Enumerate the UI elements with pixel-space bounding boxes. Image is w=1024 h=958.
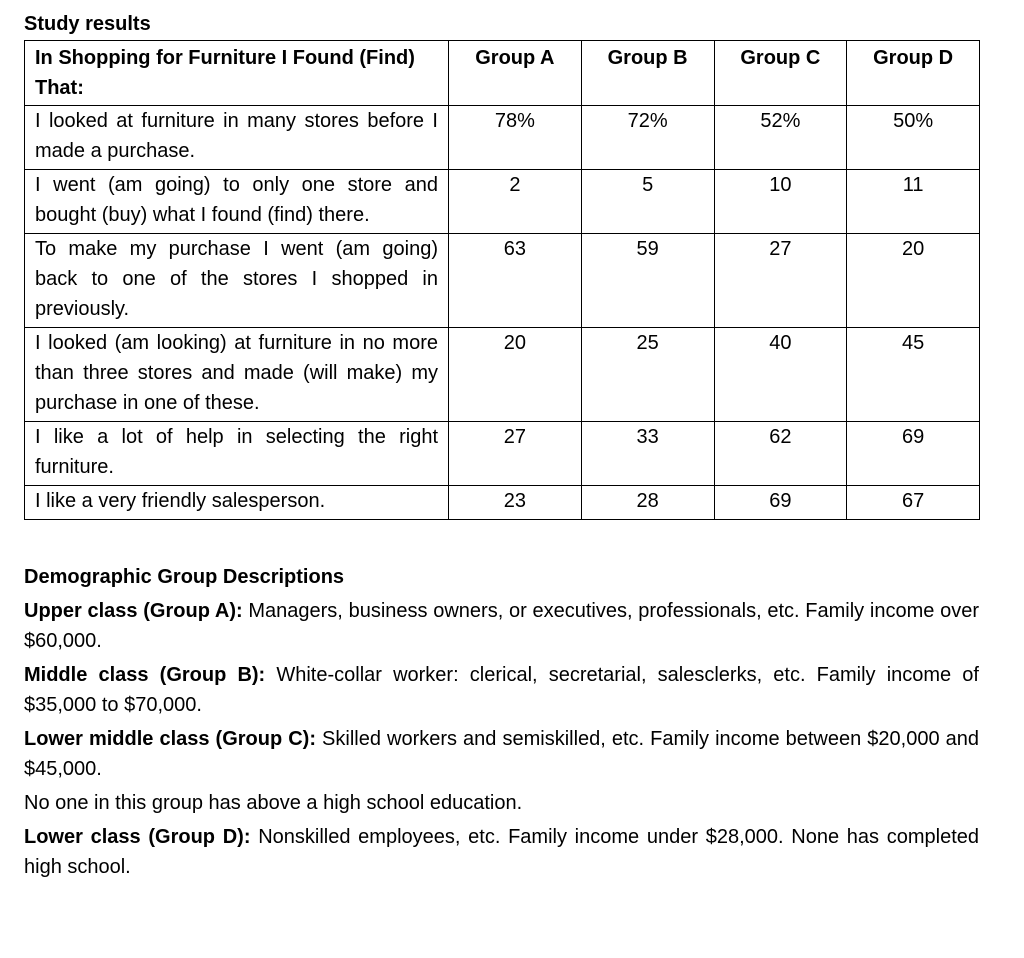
- table-row: [25, 234, 980, 328]
- table-row: [25, 486, 980, 520]
- lower-middle-class-text: Skilled workers and semiskilled, etc. Family income between $20,000 and $45,000.: [24, 728, 979, 780]
- statement-cell: I looked at furniture in many stores before I made a purchase.: [25, 106, 449, 170]
- group-a-value: 2: [449, 170, 582, 234]
- upper-class-label: Upper class (Group A):: [24, 600, 243, 622]
- group-a-value: 27: [449, 422, 582, 486]
- group-c-value: 40: [714, 328, 847, 422]
- group-a-value: 78%: [449, 106, 582, 170]
- table-row: [25, 328, 980, 422]
- lower-middle-class-note: No one in this group has above a high school education.: [24, 792, 523, 814]
- lower-class-text: Nonskilled employees, etc. Family income under $28,000. None has completed high school.: [24, 826, 980, 878]
- group-c-value: 62: [714, 422, 847, 486]
- group-b-value: 28: [581, 486, 714, 520]
- lower-middle-class-description: [24, 724, 979, 784]
- lower-middle-class-label: Lower middle class (Group C):: [24, 728, 316, 750]
- group-c-value: 27: [714, 234, 847, 328]
- table-row: [25, 106, 980, 170]
- group-a-value: 20: [449, 328, 582, 422]
- statement-cell: I like a lot of help in selecting the right furniture.: [25, 422, 449, 486]
- middle-class-text: White-collar worker: clerical, secretarial, salesclerks, etc. Family income of $35,000 to $70,000.: [24, 664, 979, 716]
- upper-class-description: [24, 596, 979, 656]
- study-results-table: [24, 40, 980, 520]
- study-results-heading: Study results: [24, 13, 151, 35]
- group-b-value: 72%: [581, 106, 714, 170]
- group-c-value: 69: [714, 486, 847, 520]
- group-b-value: 33: [581, 422, 714, 486]
- table-row: [25, 170, 980, 234]
- group-d-header: Group D: [847, 41, 980, 106]
- group-d-value: 45: [847, 328, 980, 422]
- middle-class-label: Middle class (Group B):: [24, 664, 266, 686]
- table-header-row: [25, 41, 980, 106]
- demographic-descriptions: [24, 562, 979, 886]
- group-a-value: 23: [449, 486, 582, 520]
- group-c-value: 10: [714, 170, 847, 234]
- statement-cell: I went (am going) to only one store and bought (buy) what I found (find) there.: [25, 170, 449, 234]
- group-b-value: 59: [581, 234, 714, 328]
- group-b-header: Group B: [581, 41, 714, 106]
- group-d-value: 50%: [847, 106, 980, 170]
- group-a-value: 63: [449, 234, 582, 328]
- statement-cell: I looked (am looking) at furniture in no more than three stores and made (will make) my purchase in one of these.: [25, 328, 449, 422]
- upper-class-text: Managers, business owners, or executives, professionals, etc. Family income over $60,000.: [24, 600, 979, 652]
- table-row: [25, 422, 980, 486]
- statement-cell: I like a very friendly salesperson.: [25, 486, 449, 520]
- group-c-header: Group C: [714, 41, 847, 106]
- group-d-value: 69: [847, 422, 980, 486]
- statement-cell: To make my purchase I went (am going) back to one of the stores I shopped in previously.: [25, 234, 449, 328]
- document-page: [24, 10, 980, 520]
- group-d-value: 11: [847, 170, 980, 234]
- lower-class-description: [24, 822, 979, 882]
- group-d-value: 67: [847, 486, 980, 520]
- question-column-header: In Shopping for Furniture I Found (Find) That:: [25, 41, 449, 106]
- middle-class-description: [24, 660, 979, 720]
- group-c-value: 52%: [714, 106, 847, 170]
- group-a-header: Group A: [449, 41, 582, 106]
- descriptions-title: Demographic Group Descriptions: [24, 566, 345, 588]
- group-b-value: 5: [581, 170, 714, 234]
- group-d-value: 20: [847, 234, 980, 328]
- group-b-value: 25: [581, 328, 714, 422]
- lower-class-label: Lower class (Group D):: [24, 826, 251, 848]
